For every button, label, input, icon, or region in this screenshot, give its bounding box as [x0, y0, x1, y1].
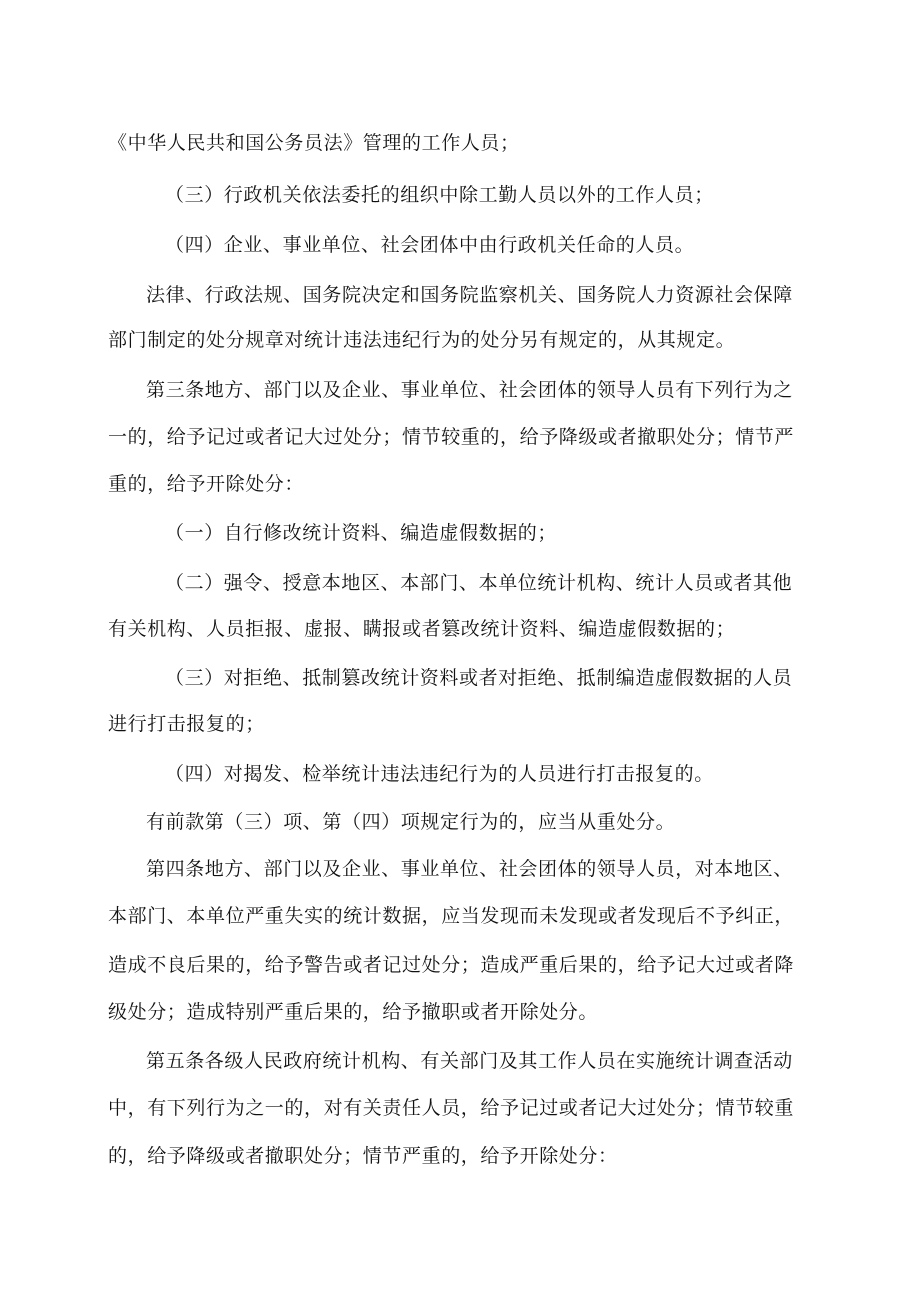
text-line: 《中华人民共和国公务员法》管理的工作人员； — [108, 132, 520, 154]
text-line: 级处分；造成特别严重后果的，给予撤职或者开除处分。 — [108, 1001, 599, 1023]
text-line: （二）强令、授意本地区、本部门、本单位统计机构、统计人员或者其他 — [165, 572, 793, 594]
text-line: 第五条各级人民政府统计机构、有关部门及其工作人员在实施统计调查活动 — [146, 1050, 793, 1072]
text-line: 法律、行政法规、国务院决定和国务院监察机关、国务院人力资源社会保障 — [146, 284, 793, 306]
text-line: 第四条地方、部门以及企业、事业单位、社会团体的领导人员，对本地区、 — [146, 858, 793, 880]
text-line: 本部门、本单位严重失实的统计数据，应当发现而未发现或者发现后不予纠正， — [108, 905, 795, 927]
text-line: （四）对揭发、检举统计违法违纪行为的人员进行打击报复的。 — [165, 763, 714, 785]
text-line: 第三条地方、部门以及企业、事业单位、社会团体的领导人员有下列行为之 — [146, 379, 793, 401]
text-line: 的，给予降级或者撤职处分；情节严重的，给予开除处分： — [108, 1145, 618, 1167]
text-line: （一）自行修改统计资料、编造虚假数据的； — [165, 522, 558, 544]
text-line: （四）企业、事业单位、社会团体中由行政机关任命的人员。 — [165, 234, 695, 256]
text-line: 有关机构、人员拒报、虚报、瞒报或者篡改统计资料、编造虚假数据的； — [108, 618, 736, 640]
text-line: （三）行政机关依法委托的组织中除工勤人员以外的工作人员； — [165, 184, 714, 206]
text-line: 一的，给予记过或者记大过处分；情节较重的，给予降级或者撤职处分；情节严 — [108, 426, 795, 448]
text-line: 重的，给予开除处分： — [108, 473, 305, 495]
text-line: 中，有下列行为之一的，对有关责任人员，给予记过或者记大过处分；情节较重 — [108, 1097, 795, 1119]
text-line: 有前款第（三）项、第（四）项规定行为的，应当从重处分。 — [146, 811, 676, 833]
text-line: （三）对拒绝、抵制篡改统计资料或者对拒绝、抵制编造虚假数据的人员 — [165, 667, 793, 689]
text-line: 进行打击报复的； — [108, 713, 265, 735]
text-line: 部门制定的处分规章对统计违法违纪行为的处分另有规定的，从其规定。 — [108, 329, 736, 351]
text-line: 造成不良后果的，给予警告或者记过处分；造成严重后果的，给予记大过或者降 — [108, 954, 795, 976]
